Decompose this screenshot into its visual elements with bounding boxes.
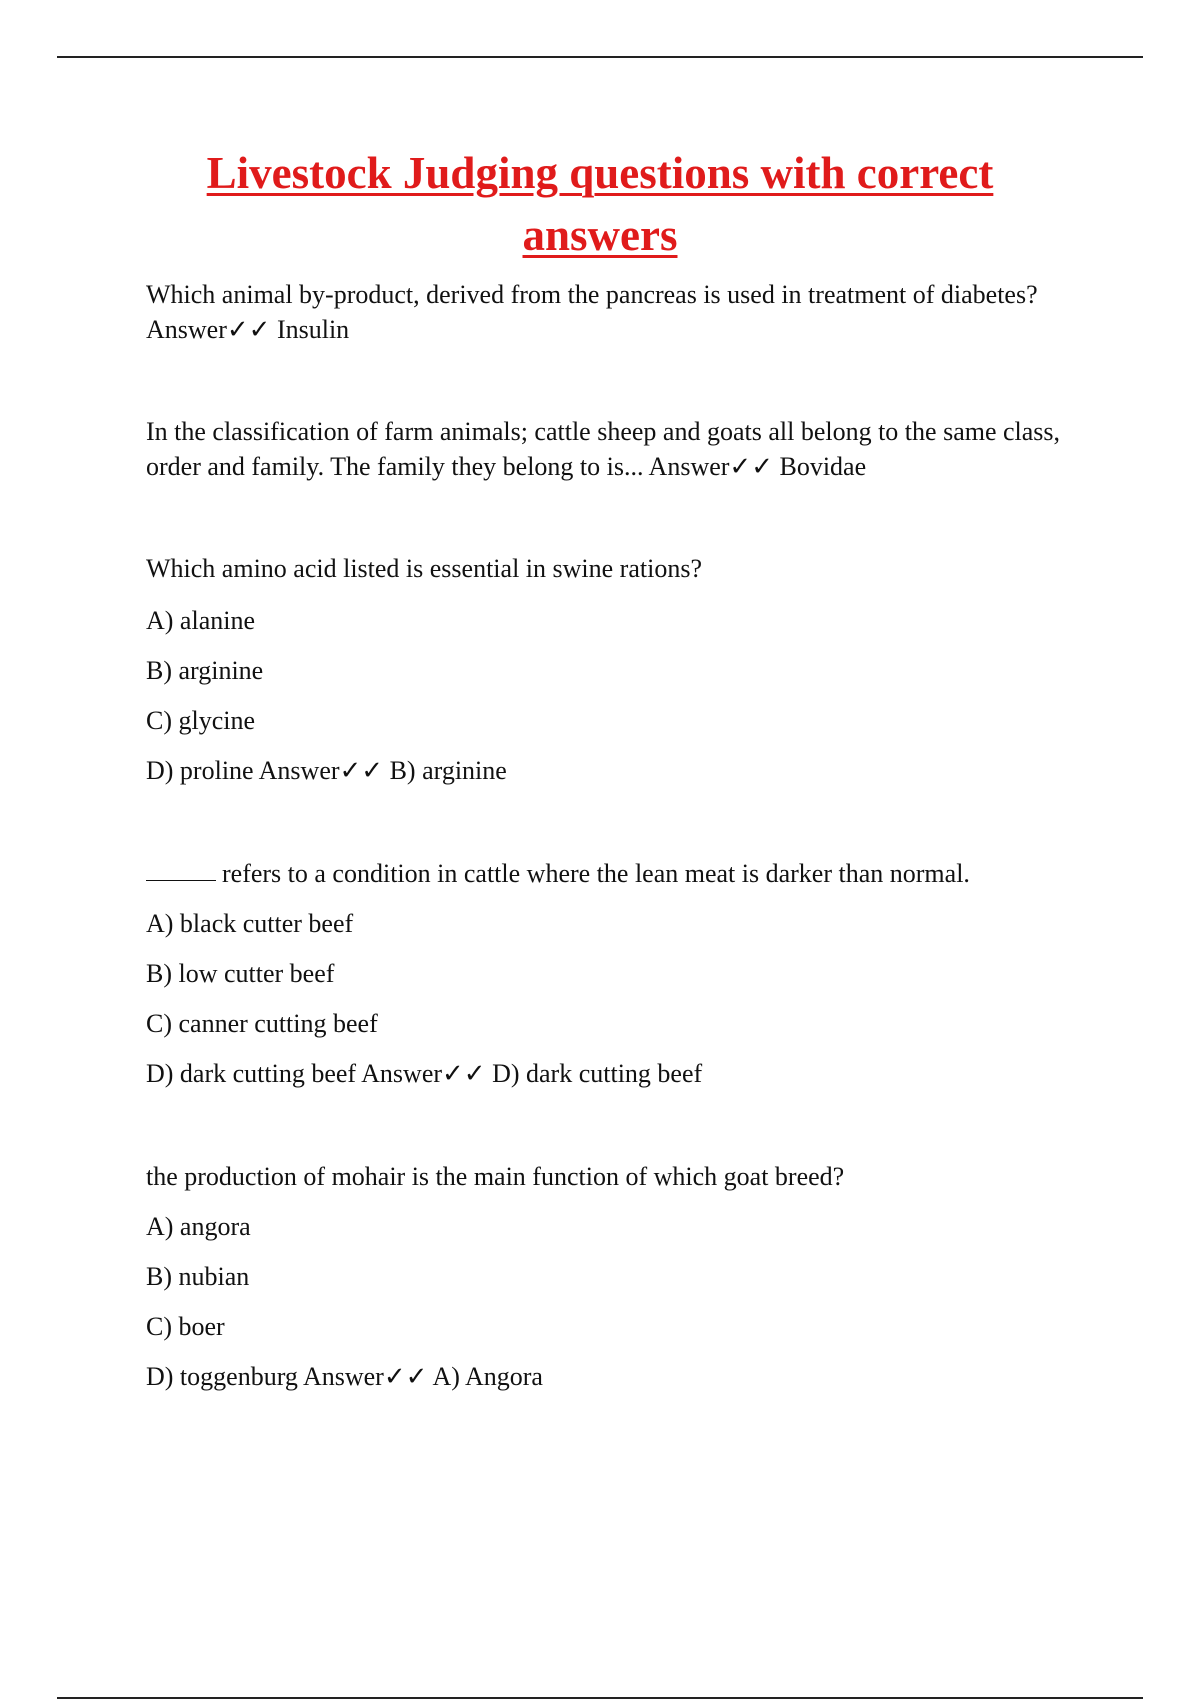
question-5-option-a: A) angora [146, 1212, 251, 1241]
question-4-option-d: D) dark cutting beef Answer✓✓ D) dark cutting beef [146, 1059, 703, 1088]
question-2: In the classification of farm animals; cattle sheep and goats all belong to the same class, order and family. The family they belong to is... Answer✓✓ Bovidae [146, 417, 1061, 481]
question-4-text: refers to a condition in cattle where the lean meat is darker than normal. [222, 859, 970, 888]
question-4-option-a: A) black cutter beef [146, 909, 354, 938]
question-3-option-c: C) glycine [146, 706, 256, 735]
question-1: Which animal by-product, derived from the pancreas is used in treatment of diabetes? Answer✓✓ Insulin [146, 280, 1038, 344]
fill-in-blank-text [146, 882, 149, 883]
bottom-rule [57, 1697, 1143, 1699]
top-rule [57, 56, 1143, 58]
fill-in-blank [146, 856, 216, 881]
question-5-option-b: B) nubian [146, 1262, 250, 1291]
question-4 [146, 856, 1086, 891]
question-3-option-d: D) proline Answer✓✓ B) arginine [146, 756, 507, 785]
title-line-2: answers [522, 210, 678, 260]
question-4-option-c: C) canner cutting beef [146, 1009, 378, 1038]
question-5-option-c: C) boer [146, 1312, 225, 1341]
title-line-1: Livestock Judging questions with correct [206, 148, 994, 198]
question-3: Which amino acid listed is essential in swine rations? [146, 554, 702, 583]
question-5-option-d: D) toggenburg Answer✓✓ A) Angora [146, 1362, 543, 1391]
question-3-option-a: A) alanine [146, 606, 256, 635]
question-list [146, 277, 1086, 1394]
page-title [0, 142, 1200, 266]
question-3-option-b: B) arginine [146, 656, 264, 685]
question-5: the production of mohair is the main function of which goat breed? [146, 1162, 845, 1191]
question-4-option-b: B) low cutter beef [146, 959, 335, 988]
